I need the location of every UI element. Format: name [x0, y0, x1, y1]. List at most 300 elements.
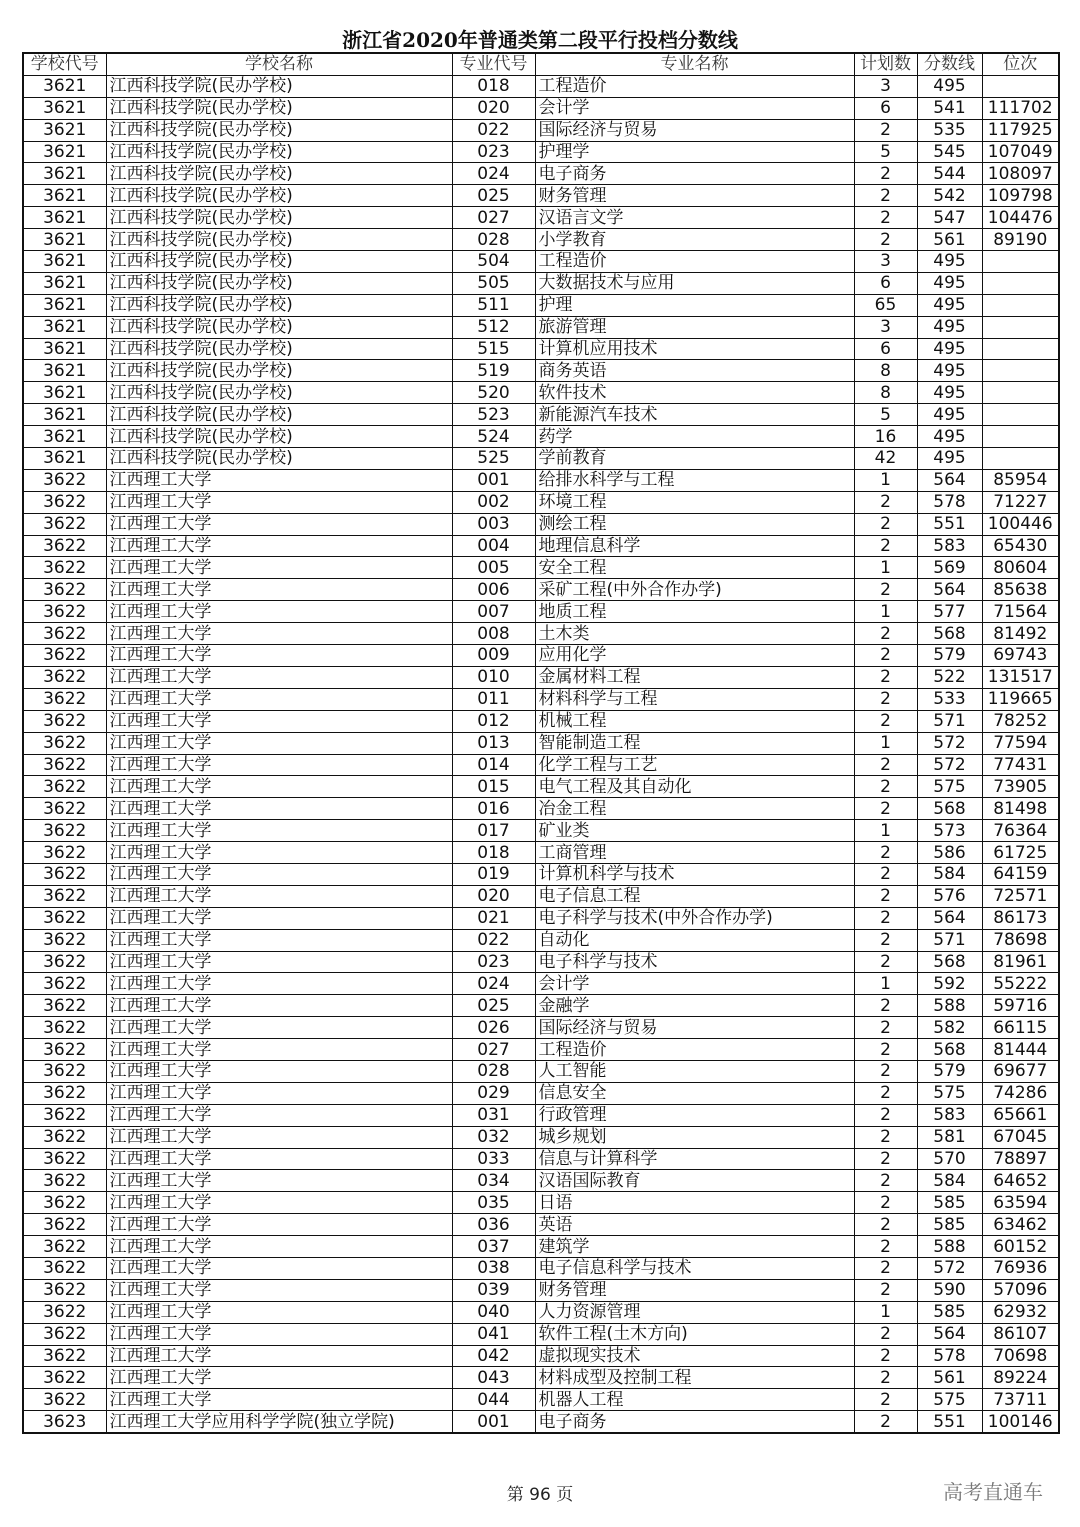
- cell-school-code: 3621: [23, 316, 106, 338]
- cell-score-line: 588: [917, 1236, 982, 1258]
- table-row: [23, 1345, 1059, 1367]
- admission-score-table: [22, 52, 1060, 1434]
- cell-school-name: 江西理工大学: [106, 754, 452, 776]
- cell-major-name: 护理: [535, 294, 854, 316]
- cell-school-name: 江西理工大学: [106, 579, 452, 601]
- cell-score-line: 495: [917, 251, 982, 273]
- cell-major-code: 520: [452, 382, 535, 404]
- cell-rank: 67045: [982, 1126, 1059, 1148]
- table-row: [23, 294, 1059, 316]
- cell-major-name: 电子科学与技术(中外合作办学): [535, 907, 854, 929]
- table-row: [23, 404, 1059, 426]
- cell-school-name: 江西理工大学: [106, 1257, 452, 1279]
- cell-plan-count: 1: [854, 973, 917, 995]
- cell-school-name: 江西理工大学: [106, 557, 452, 579]
- cell-major-code: 026: [452, 1017, 535, 1039]
- cell-score-line: 544: [917, 163, 982, 185]
- cell-score-line: 582: [917, 1017, 982, 1039]
- cell-school-name: 江西理工大学: [106, 1148, 452, 1170]
- table-row: [23, 1411, 1059, 1433]
- table-row: [23, 688, 1059, 710]
- cell-rank: 59716: [982, 995, 1059, 1017]
- table-row: [23, 338, 1059, 360]
- cell-plan-count: 2: [854, 1389, 917, 1411]
- cell-plan-count: 2: [854, 1411, 917, 1433]
- cell-school-code: 3622: [23, 732, 106, 754]
- cell-school-code: 3621: [23, 426, 106, 448]
- cell-score-line: 585: [917, 1214, 982, 1236]
- cell-major-name: 工程造价: [535, 1039, 854, 1061]
- cell-major-name: 城乡规划: [535, 1126, 854, 1148]
- cell-rank: 64652: [982, 1170, 1059, 1192]
- cell-major-name: 药学: [535, 426, 854, 448]
- table-row: [23, 448, 1059, 470]
- cell-school-name: 江西理工大学: [106, 1214, 452, 1236]
- cell-major-name: 电子商务: [535, 163, 854, 185]
- cell-plan-count: 2: [854, 1148, 917, 1170]
- cell-major-code: 512: [452, 316, 535, 338]
- cell-plan-count: 2: [854, 491, 917, 513]
- cell-major-name: 会计学: [535, 97, 854, 119]
- cell-rank: 69677: [982, 1060, 1059, 1082]
- cell-major-name: 信息与计算科学: [535, 1148, 854, 1170]
- cell-major-code: 023: [452, 951, 535, 973]
- cell-major-code: 009: [452, 645, 535, 667]
- cell-rank: 69743: [982, 645, 1059, 667]
- cell-major-code: 023: [452, 141, 535, 163]
- cell-major-name: 信息安全: [535, 1082, 854, 1104]
- cell-score-line: 568: [917, 951, 982, 973]
- cell-plan-count: 2: [854, 1214, 917, 1236]
- table-row: [23, 798, 1059, 820]
- cell-school-code: 3622: [23, 798, 106, 820]
- cell-school-code: 3622: [23, 820, 106, 842]
- cell-plan-count: 2: [854, 1345, 917, 1367]
- cell-plan-count: 2: [854, 229, 917, 251]
- cell-plan-count: 2: [854, 1367, 917, 1389]
- table-row: [23, 272, 1059, 294]
- table-row: [23, 754, 1059, 776]
- cell-school-name: 江西理工大学: [106, 907, 452, 929]
- cell-major-code: 020: [452, 885, 535, 907]
- cell-school-code: 3622: [23, 1039, 106, 1061]
- cell-major-name: 日语: [535, 1192, 854, 1214]
- cell-school-name: 江西科技学院(民办学校): [106, 163, 452, 185]
- cell-score-line: 535: [917, 119, 982, 141]
- cell-major-code: 024: [452, 973, 535, 995]
- cell-score-line: 569: [917, 557, 982, 579]
- cell-major-code: 044: [452, 1389, 535, 1411]
- cell-rank: 80604: [982, 557, 1059, 579]
- cell-rank: 108097: [982, 163, 1059, 185]
- table-row: [23, 1039, 1059, 1061]
- cell-score-line: 584: [917, 1170, 982, 1192]
- cell-major-name: 材料成型及控制工程: [535, 1367, 854, 1389]
- cell-plan-count: 2: [854, 798, 917, 820]
- table-row: [23, 929, 1059, 951]
- cell-rank: [982, 294, 1059, 316]
- cell-score-line: 571: [917, 929, 982, 951]
- table-row: [23, 710, 1059, 732]
- cell-school-code: 3621: [23, 75, 106, 97]
- table-row: [23, 1301, 1059, 1323]
- cell-major-code: 515: [452, 338, 535, 360]
- cell-school-name: 江西理工大学: [106, 1389, 452, 1411]
- cell-school-name: 江西理工大学: [106, 1039, 452, 1061]
- cell-rank: 64159: [982, 863, 1059, 885]
- cell-plan-count: 1: [854, 1301, 917, 1323]
- cell-rank: 60152: [982, 1236, 1059, 1258]
- cell-school-code: 3622: [23, 842, 106, 864]
- table-row: [23, 863, 1059, 885]
- table-row: [23, 1126, 1059, 1148]
- cell-major-name: 工商管理: [535, 842, 854, 864]
- cell-major-code: 505: [452, 272, 535, 294]
- cell-rank: 86173: [982, 907, 1059, 929]
- cell-rank: [982, 404, 1059, 426]
- cell-plan-count: 2: [854, 754, 917, 776]
- cell-plan-count: 8: [854, 360, 917, 382]
- cell-major-code: 022: [452, 929, 535, 951]
- cell-school-name: 江西理工大学: [106, 469, 452, 491]
- cell-major-code: 015: [452, 776, 535, 798]
- cell-school-code: 3621: [23, 97, 106, 119]
- cell-school-code: 3621: [23, 448, 106, 470]
- cell-school-code: 3622: [23, 776, 106, 798]
- cell-major-name: 工程造价: [535, 75, 854, 97]
- cell-score-line: 572: [917, 732, 982, 754]
- cell-school-code: 3621: [23, 338, 106, 360]
- table-row: [23, 995, 1059, 1017]
- cell-school-code: 3622: [23, 754, 106, 776]
- cell-major-code: 020: [452, 97, 535, 119]
- cell-score-line: 570: [917, 1148, 982, 1170]
- cell-score-line: 575: [917, 1389, 982, 1411]
- header-rank: 位次: [982, 53, 1059, 75]
- cell-school-name: 江西科技学院(民办学校): [106, 382, 452, 404]
- cell-school-code: 3622: [23, 973, 106, 995]
- cell-rank: 73905: [982, 776, 1059, 798]
- cell-major-code: 019: [452, 863, 535, 885]
- cell-plan-count: 2: [854, 1017, 917, 1039]
- page-number: 第 96 页: [506, 1485, 574, 1505]
- cell-score-line: 495: [917, 338, 982, 360]
- cell-school-name: 江西理工大学: [106, 973, 452, 995]
- cell-school-code: 3622: [23, 710, 106, 732]
- table-row: [23, 1367, 1059, 1389]
- cell-school-code: 3621: [23, 404, 106, 426]
- cell-major-code: 016: [452, 798, 535, 820]
- cell-plan-count: 2: [854, 513, 917, 535]
- cell-major-code: 013: [452, 732, 535, 754]
- cell-score-line: 495: [917, 382, 982, 404]
- cell-school-code: 3622: [23, 1345, 106, 1367]
- cell-major-code: 008: [452, 623, 535, 645]
- table-row: [23, 119, 1059, 141]
- cell-school-code: 3622: [23, 863, 106, 885]
- cell-rank: 109798: [982, 185, 1059, 207]
- cell-major-code: 022: [452, 119, 535, 141]
- cell-major-name: 软件技术: [535, 382, 854, 404]
- cell-score-line: 585: [917, 1192, 982, 1214]
- cell-major-code: 032: [452, 1126, 535, 1148]
- table-row: [23, 426, 1059, 448]
- cell-major-name: 电子信息科学与技术: [535, 1257, 854, 1279]
- table-row: [23, 973, 1059, 995]
- cell-plan-count: 2: [854, 1323, 917, 1345]
- cell-school-name: 江西理工大学: [106, 645, 452, 667]
- cell-school-name: 江西理工大学: [106, 1192, 452, 1214]
- cell-school-code: 3622: [23, 1104, 106, 1126]
- cell-major-name: 环境工程: [535, 491, 854, 513]
- cell-major-name: 行政管理: [535, 1104, 854, 1126]
- cell-major-name: 安全工程: [535, 557, 854, 579]
- cell-score-line: 579: [917, 645, 982, 667]
- table-row: [23, 601, 1059, 623]
- cell-school-code: 3622: [23, 907, 106, 929]
- cell-major-name: 智能制造工程: [535, 732, 854, 754]
- cell-score-line: 533: [917, 688, 982, 710]
- cell-major-name: 旅游管理: [535, 316, 854, 338]
- cell-major-code: 039: [452, 1279, 535, 1301]
- cell-school-code: 3622: [23, 1017, 106, 1039]
- cell-school-name: 江西理工大学: [106, 1082, 452, 1104]
- cell-major-name: 人力资源管理: [535, 1301, 854, 1323]
- cell-rank: 65661: [982, 1104, 1059, 1126]
- cell-school-name: 江西科技学院(民办学校): [106, 185, 452, 207]
- table-row: [23, 207, 1059, 229]
- cell-school-code: 3622: [23, 579, 106, 601]
- cell-major-code: 004: [452, 535, 535, 557]
- cell-school-code: 3622: [23, 1082, 106, 1104]
- cell-major-name: 冶金工程: [535, 798, 854, 820]
- table-row: [23, 951, 1059, 973]
- cell-score-line: 495: [917, 448, 982, 470]
- cell-major-name: 人工智能: [535, 1060, 854, 1082]
- cell-major-code: 034: [452, 1170, 535, 1192]
- table-row: [23, 776, 1059, 798]
- table-row: [23, 382, 1059, 404]
- cell-school-code: 3622: [23, 1389, 106, 1411]
- cell-major-name: 机械工程: [535, 710, 854, 732]
- cell-score-line: 571: [917, 710, 982, 732]
- cell-major-name: 财务管理: [535, 185, 854, 207]
- cell-major-name: 国际经济与贸易: [535, 1017, 854, 1039]
- cell-score-line: 588: [917, 995, 982, 1017]
- cell-school-code: 3622: [23, 1148, 106, 1170]
- cell-major-code: 041: [452, 1323, 535, 1345]
- table-row: [23, 1323, 1059, 1345]
- cell-major-name: 小学教育: [535, 229, 854, 251]
- cell-rank: [982, 382, 1059, 404]
- cell-rank: 89224: [982, 1367, 1059, 1389]
- cell-school-name: 江西理工大学: [106, 1126, 452, 1148]
- cell-rank: [982, 338, 1059, 360]
- cell-rank: 71227: [982, 491, 1059, 513]
- cell-score-line: 495: [917, 316, 982, 338]
- cell-major-name: 工程造价: [535, 251, 854, 273]
- cell-rank: 111702: [982, 97, 1059, 119]
- cell-school-name: 江西科技学院(民办学校): [106, 294, 452, 316]
- header-major-code: 专业代号: [452, 53, 535, 75]
- cell-major-name: 英语: [535, 1214, 854, 1236]
- cell-major-name: 建筑学: [535, 1236, 854, 1258]
- cell-rank: 107049: [982, 141, 1059, 163]
- cell-rank: [982, 272, 1059, 294]
- cell-major-name: 新能源汽车技术: [535, 404, 854, 426]
- table-row: [23, 557, 1059, 579]
- cell-rank: 81961: [982, 951, 1059, 973]
- cell-plan-count: 2: [854, 535, 917, 557]
- cell-major-code: 025: [452, 185, 535, 207]
- cell-score-line: 592: [917, 973, 982, 995]
- cell-rank: 65430: [982, 535, 1059, 557]
- cell-score-line: 583: [917, 1104, 982, 1126]
- cell-rank: 76364: [982, 820, 1059, 842]
- cell-school-code: 3622: [23, 623, 106, 645]
- table-row: [23, 229, 1059, 251]
- cell-major-name: 商务英语: [535, 360, 854, 382]
- cell-major-name: 学前教育: [535, 448, 854, 470]
- cell-plan-count: 2: [854, 163, 917, 185]
- cell-rank: 63594: [982, 1192, 1059, 1214]
- cell-score-line: 572: [917, 754, 982, 776]
- cell-major-code: 036: [452, 1214, 535, 1236]
- cell-rank: 77431: [982, 754, 1059, 776]
- cell-school-code: 3622: [23, 666, 106, 688]
- cell-rank: 78897: [982, 1148, 1059, 1170]
- cell-major-name: 化学工程与工艺: [535, 754, 854, 776]
- table-row: [23, 469, 1059, 491]
- cell-score-line: 551: [917, 513, 982, 535]
- cell-school-name: 江西理工大学: [106, 513, 452, 535]
- cell-school-code: 3622: [23, 1367, 106, 1389]
- cell-score-line: 575: [917, 1082, 982, 1104]
- cell-school-code: 3622: [23, 557, 106, 579]
- cell-score-line: 564: [917, 579, 982, 601]
- cell-plan-count: 2: [854, 579, 917, 601]
- cell-school-name: 江西理工大学: [106, 995, 452, 1017]
- cell-school-name: 江西科技学院(民办学校): [106, 448, 452, 470]
- cell-major-code: 001: [452, 469, 535, 491]
- cell-school-code: 3622: [23, 1301, 106, 1323]
- cell-school-code: 3622: [23, 1192, 106, 1214]
- cell-major-code: 027: [452, 207, 535, 229]
- cell-school-code: 3621: [23, 119, 106, 141]
- cell-plan-count: 2: [854, 929, 917, 951]
- cell-school-code: 3622: [23, 1257, 106, 1279]
- cell-score-line: 561: [917, 229, 982, 251]
- cell-plan-count: 2: [854, 995, 917, 1017]
- table-row: [23, 1214, 1059, 1236]
- cell-major-code: 010: [452, 666, 535, 688]
- cell-major-name: 电子信息工程: [535, 885, 854, 907]
- header-school-name: 学校名称: [106, 53, 452, 75]
- table-row: [23, 885, 1059, 907]
- cell-major-code: 043: [452, 1367, 535, 1389]
- cell-plan-count: 1: [854, 469, 917, 491]
- cell-school-code: 3622: [23, 1060, 106, 1082]
- cell-score-line: 577: [917, 601, 982, 623]
- cell-school-code: 3621: [23, 207, 106, 229]
- cell-score-line: 575: [917, 776, 982, 798]
- cell-major-code: 018: [452, 75, 535, 97]
- cell-rank: 61725: [982, 842, 1059, 864]
- cell-school-code: 3621: [23, 294, 106, 316]
- cell-school-name: 江西理工大学: [106, 820, 452, 842]
- cell-rank: 74286: [982, 1082, 1059, 1104]
- cell-major-code: 027: [452, 1039, 535, 1061]
- cell-rank: 117925: [982, 119, 1059, 141]
- cell-score-line: 564: [917, 907, 982, 929]
- cell-rank: [982, 426, 1059, 448]
- cell-major-name: 测绘工程: [535, 513, 854, 535]
- cell-school-code: 3622: [23, 491, 106, 513]
- cell-rank: 71564: [982, 601, 1059, 623]
- table-row: [23, 666, 1059, 688]
- cell-major-name: 电子科学与技术: [535, 951, 854, 973]
- cell-school-name: 江西理工大学: [106, 601, 452, 623]
- cell-major-code: 519: [452, 360, 535, 382]
- cell-school-code: 3622: [23, 601, 106, 623]
- cell-major-code: 021: [452, 907, 535, 929]
- cell-major-code: 037: [452, 1236, 535, 1258]
- cell-plan-count: 16: [854, 426, 917, 448]
- cell-school-name: 江西科技学院(民办学校): [106, 75, 452, 97]
- cell-school-name: 江西理工大学: [106, 1367, 452, 1389]
- cell-plan-count: 2: [854, 1279, 917, 1301]
- cell-school-code: 3621: [23, 141, 106, 163]
- cell-plan-count: 8: [854, 382, 917, 404]
- cell-score-line: 586: [917, 842, 982, 864]
- cell-score-line: 584: [917, 863, 982, 885]
- cell-major-name: 自动化: [535, 929, 854, 951]
- cell-plan-count: 2: [854, 645, 917, 667]
- cell-plan-count: 2: [854, 1082, 917, 1104]
- table-row: [23, 316, 1059, 338]
- cell-school-name: 江西理工大学: [106, 951, 452, 973]
- header-major-name: 专业名称: [535, 53, 854, 75]
- cell-plan-count: 2: [854, 185, 917, 207]
- table-row: [23, 842, 1059, 864]
- cell-school-name: 江西科技学院(民办学校): [106, 316, 452, 338]
- cell-plan-count: 5: [854, 404, 917, 426]
- cell-school-name: 江西理工大学: [106, 842, 452, 864]
- cell-school-name: 江西理工大学: [106, 1017, 452, 1039]
- cell-score-line: 585: [917, 1301, 982, 1323]
- cell-school-name: 江西理工大学: [106, 1279, 452, 1301]
- cell-major-name: 护理学: [535, 141, 854, 163]
- cell-major-code: 024: [452, 163, 535, 185]
- cell-school-code: 3622: [23, 645, 106, 667]
- cell-rank: 66115: [982, 1017, 1059, 1039]
- cell-rank: [982, 316, 1059, 338]
- table-body: [23, 75, 1059, 1433]
- cell-plan-count: 2: [854, 688, 917, 710]
- cell-school-code: 3622: [23, 929, 106, 951]
- cell-major-code: 017: [452, 820, 535, 842]
- cell-plan-count: 2: [854, 907, 917, 929]
- cell-plan-count: 2: [854, 666, 917, 688]
- cell-rank: 131517: [982, 666, 1059, 688]
- cell-score-line: 568: [917, 1039, 982, 1061]
- cell-score-line: 542: [917, 185, 982, 207]
- cell-score-line: 578: [917, 1345, 982, 1367]
- cell-score-line: 495: [917, 272, 982, 294]
- cell-major-name: 金融学: [535, 995, 854, 1017]
- cell-school-name: 江西理工大学: [106, 1060, 452, 1082]
- cell-plan-count: 3: [854, 316, 917, 338]
